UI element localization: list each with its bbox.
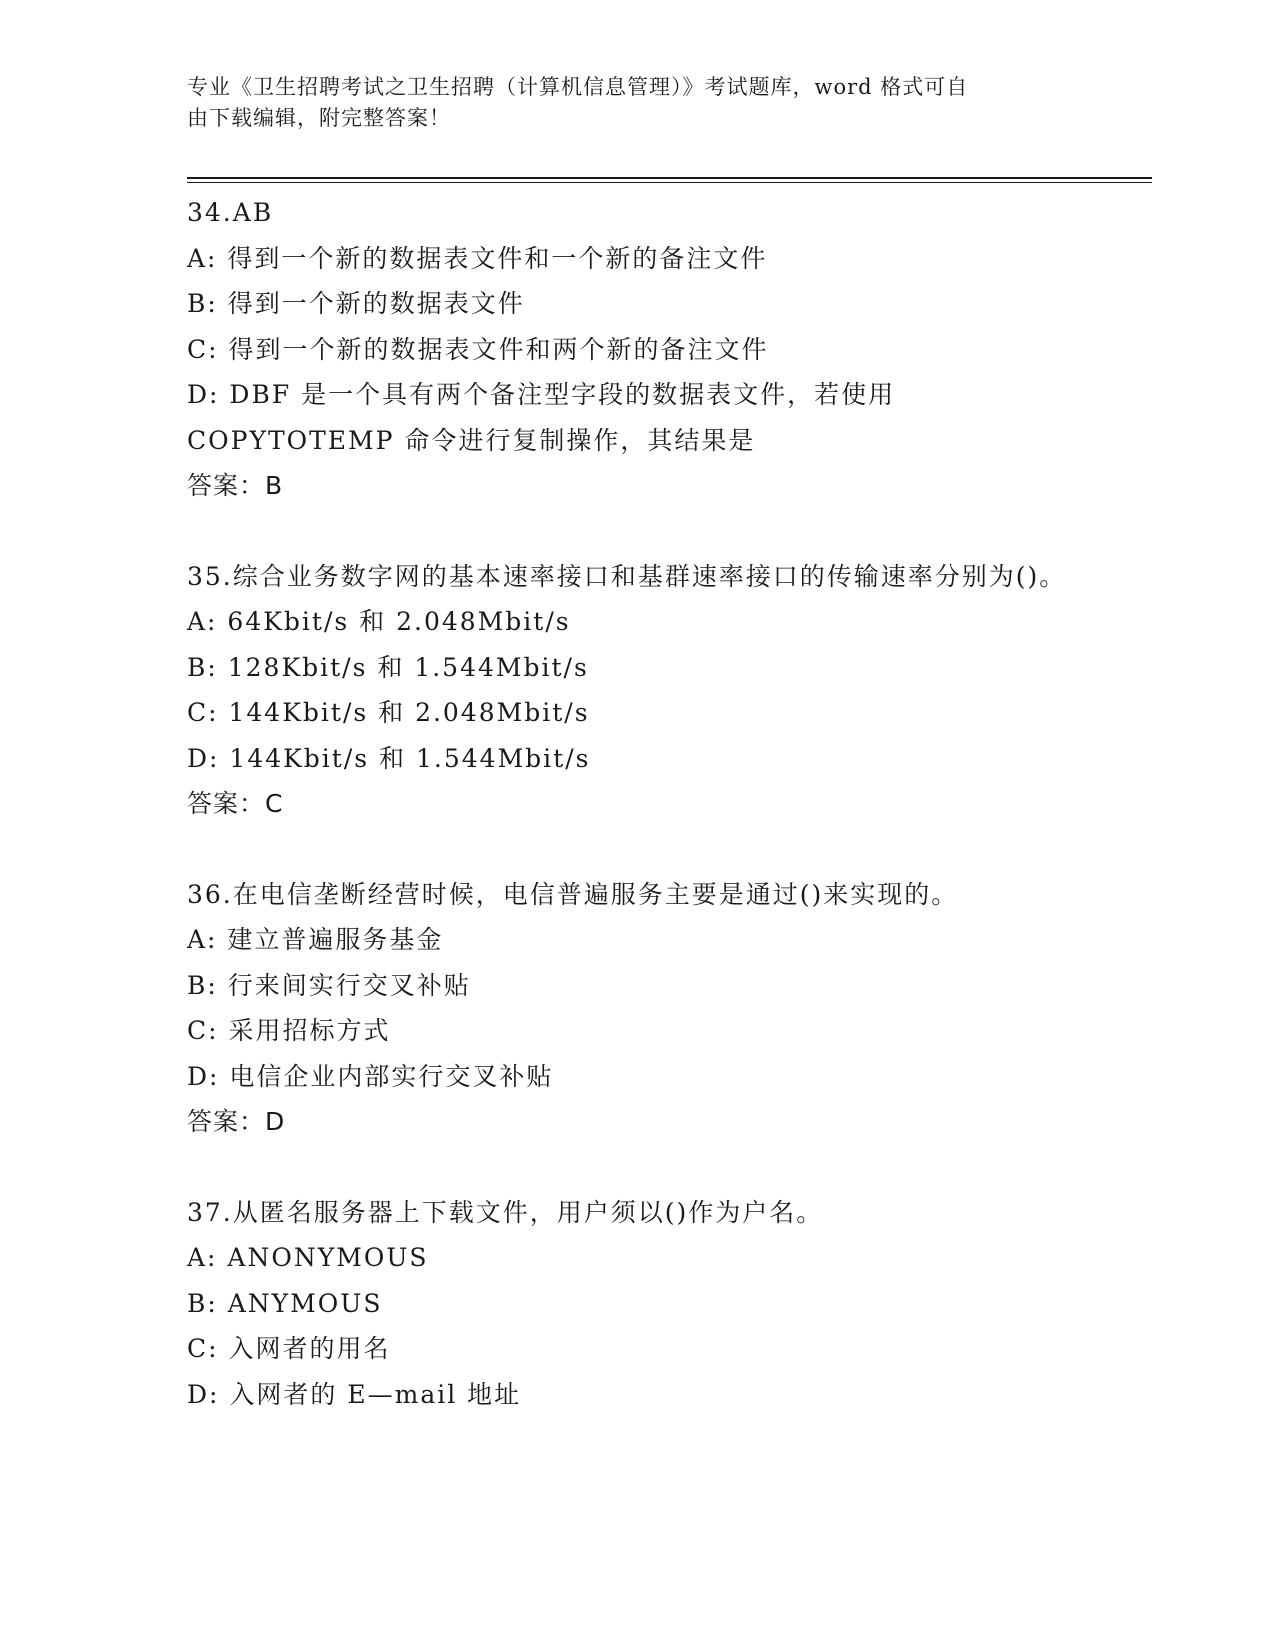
option-a: A: 得到一个新的数据表文件和一个新的备注文件 xyxy=(187,243,768,273)
question-list xyxy=(187,190,1087,1417)
option-c: C: 采用招标方式 xyxy=(187,1016,391,1045)
question-stem: 34.AB xyxy=(187,198,274,227)
question-stem: 37.从匿名服务器上下载文件，用户须以()作为户名。 xyxy=(187,1197,824,1227)
option-c: C: 144Kbit/s 和 2.048Mbit/s xyxy=(187,698,590,727)
answer-label: 答案：B xyxy=(187,471,284,500)
option-b: B: 128Kbit/s 和 1.544Mbit/s xyxy=(187,652,589,682)
option-d: D: DBF 是一个具有两个备注型字段的数据表文件，若使用 COPYTOTEMP 命令进行复制操作，其结果是 xyxy=(187,380,906,455)
option-d: D: 入网者的 E—mail 地址 xyxy=(187,1379,522,1409)
document-header xyxy=(187,72,1067,134)
header-divider-thin xyxy=(187,182,1152,183)
answer-label: 答案：C xyxy=(187,789,284,818)
option-d: D: 144Kbit/s 和 1.544Mbit/s xyxy=(187,743,591,773)
answer-label: 答案：D xyxy=(187,1107,286,1136)
option-a: A: ANONYMOUS xyxy=(187,1243,429,1272)
header-line-2: 由下载编辑，附完整答案！ xyxy=(187,106,451,130)
header-divider-thick xyxy=(187,177,1152,179)
question-stem: 35.综合业务数字网的基本速率接口和基群速率接口的传输速率分别为()。 xyxy=(187,561,1067,591)
option-c: C: 入网者的用名 xyxy=(187,1334,391,1363)
question-37 xyxy=(187,1190,1087,1418)
option-d: D: 电信企业内部实行交叉补贴 xyxy=(187,1061,554,1091)
question-stem: 36.在电信垄断经营时候，电信普遍服务主要是通过()来实现的。 xyxy=(187,879,959,909)
question-35 xyxy=(187,554,1087,827)
option-c: C: 得到一个新的数据表文件和两个新的备注文件 xyxy=(187,334,769,364)
option-b: B: 行来间实行交叉补贴 xyxy=(187,970,471,1000)
header-line-1: 专业《卫生招聘考试之卫生招聘（计算机信息管理）》考试题库，word 格式可自 xyxy=(187,75,969,99)
option-a: A: 64Kbit/s 和 2.048Mbit/s xyxy=(187,607,571,636)
question-34 xyxy=(187,190,1087,509)
option-b: B: ANYMOUS xyxy=(187,1288,383,1318)
option-b: B: 得到一个新的数据表文件 xyxy=(187,289,525,318)
question-36 xyxy=(187,872,1087,1145)
option-a: A: 建立普遍服务基金 xyxy=(187,925,444,954)
